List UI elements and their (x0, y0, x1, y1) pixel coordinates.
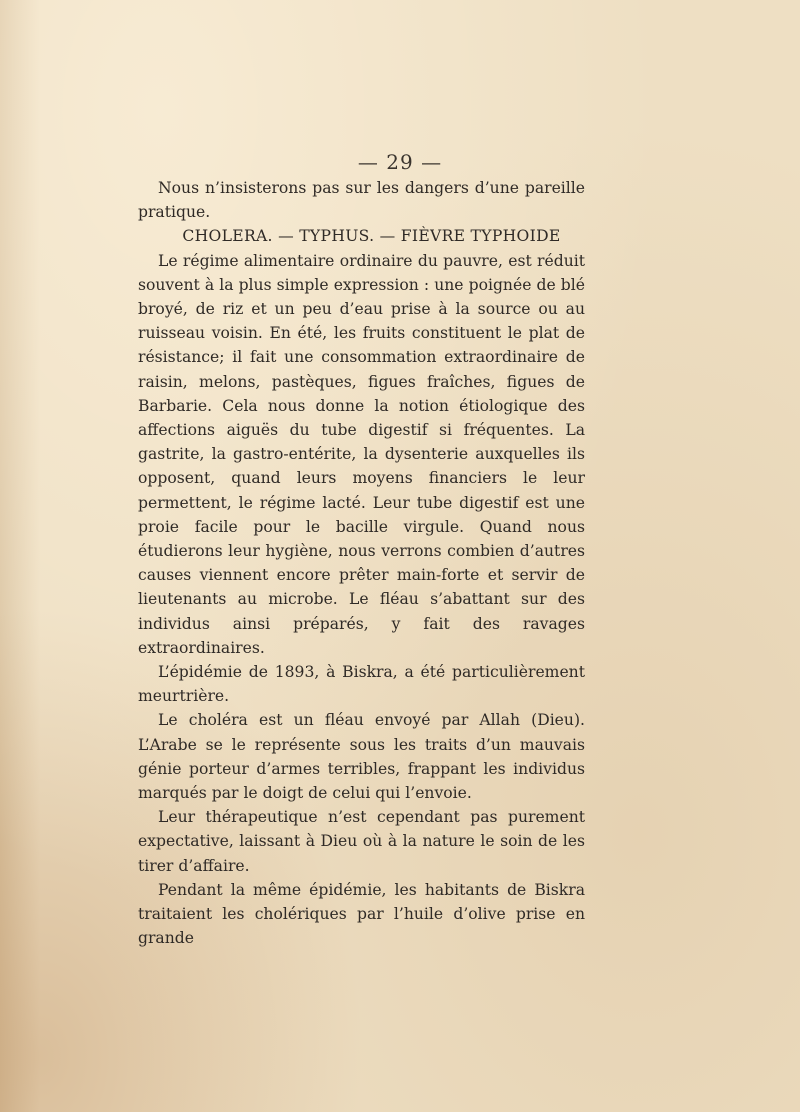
intro-paragraph: Nous n’insisterons pas sur les dangers d’une pareille pratique. (138, 179, 585, 222)
paragraph: L’épidémie de 1893, à Biskra, a été particulièrement meurtrière. (138, 663, 585, 706)
paragraph: Le choléra est un fléau envoyé par Allah (Dieu). L’Arabe se le représente sous les traits d’un mauvais génie porteur d’armes terribles, frappant les individus marqués par le doigt de celui qui l’envoie. (138, 711, 585, 803)
section-heading: CHOLERA. — TYPHUS. — FIÈVRE TYPHOIDE (182, 227, 561, 246)
page-number: — 29 — (357, 150, 443, 174)
paragraph: Pendant la même épidémie, les habitants de Biskra traitaient les cholériques par l’huile d’olive prise en grande (138, 880, 585, 948)
paragraph: Leur thérapeutique n’est cependant pas purement expectative, laissant à Dieu où à la nature le soin de les tirer d’affaire. (138, 808, 585, 875)
page-text (138, 176, 585, 951)
paragraph: Le régime alimentaire ordinaire du pauvre, est réduit souvent à la plus simple expression : une poignée de blé broyé, de riz et un peu d’eau prise à la source ou au ruisseau voisin. En été, les fruits constituent le plat de résistance; il fait une consommation extraordinaire de raisin, melons, pastèques, figues fraîches, figues de Barbarie. Cela nous donne la notion étiologique des affections aiguës du tube digestif si fréquentes. La gastrite, la gastro-entérite, la dysenterie auxquelles ils opposent, quand leurs moyens financiers le leur permettent, le régime lacté. Leur tube digestif est une proie facile pour le bacille virgule. Quand nous étudierons leur hygiène, nous verrons combien d’autres causes viennent encore prêter main-forte et servir de lieutenants au microbe. Le fléau s’abattant sur des individus ainsi préparés, y fait des ravages extraordinaires. (138, 251, 585, 657)
